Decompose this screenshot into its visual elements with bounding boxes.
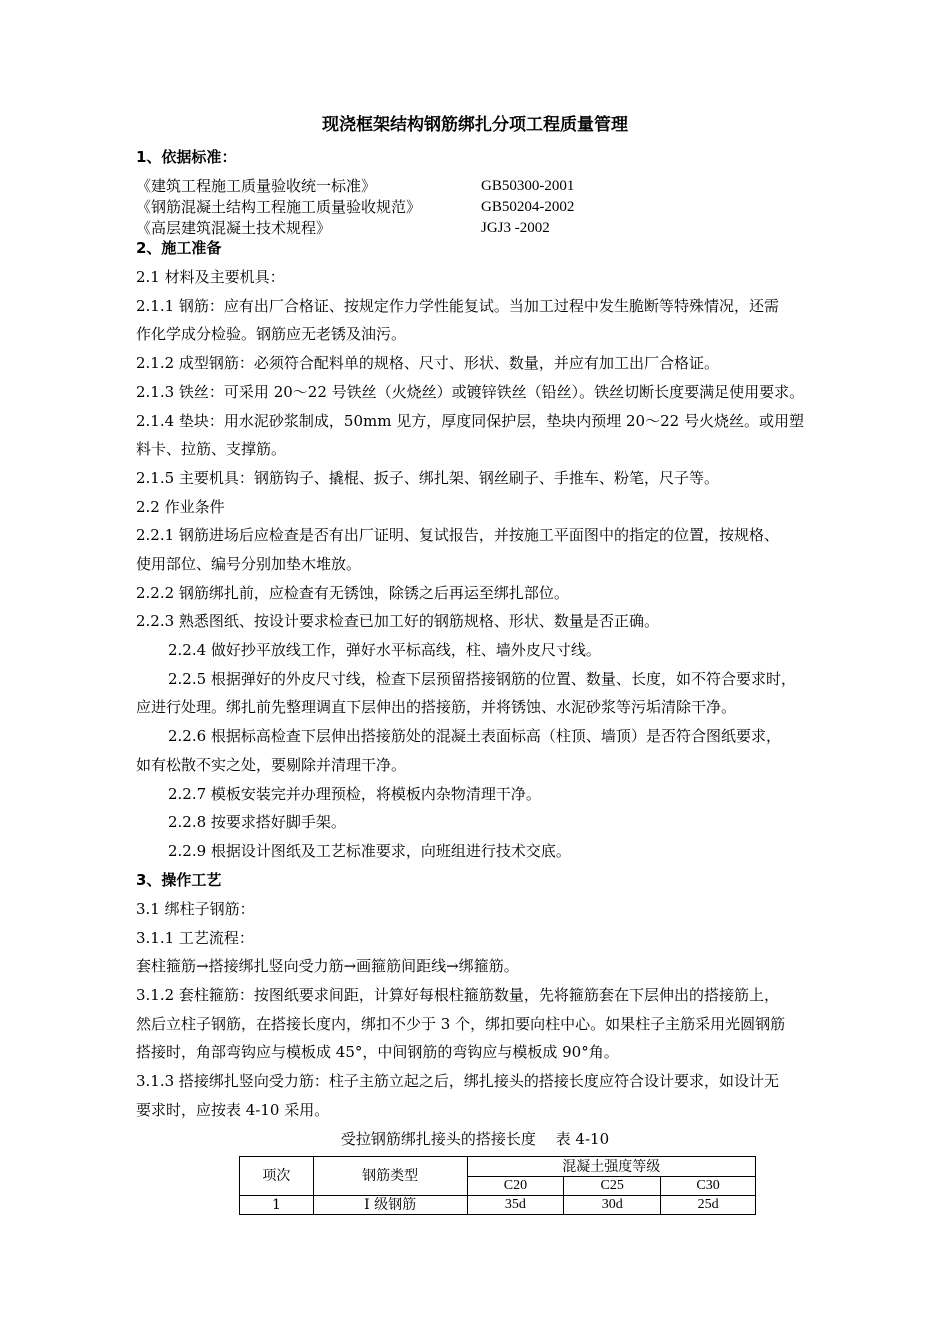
header-cell-grade: C25 <box>564 1177 661 1196</box>
paragraph-line: 2.2.4 做好抄平放线工作，弹好水平标高线，柱、墙外皮尺寸线。 <box>168 641 601 659</box>
standard-name: 《高层建筑混凝土技术规程》 <box>136 219 332 237</box>
paragraph-line: 2.2.1 钢筋进场后应检查是否有出厂证明、复试报告，并按施工平面图中的指定的位置，按规格、 <box>136 526 779 544</box>
paragraph-line: 2.1 材料及主要机具： <box>136 268 285 286</box>
section-heading-1: 1、依据标准： <box>136 148 237 166</box>
paragraph-line: 要求时，应按表 4-10 采用。 <box>136 1101 330 1119</box>
table-header-row <box>240 1157 756 1177</box>
section-heading-3: 3、操作工艺 <box>136 871 222 889</box>
doc-title: 现浇框架结构钢筋绑扎分项工程质量管理 <box>322 115 628 135</box>
section-heading-2: 2、施工准备 <box>136 239 222 257</box>
paragraph-line: 3.1 绑柱子钢筋： <box>136 900 255 918</box>
standard-name: 《建筑工程施工质量验收统一标准》 <box>136 177 377 195</box>
table-cell: 1 <box>240 1196 314 1215</box>
standard-code: GB50300-2001 <box>481 178 575 194</box>
standard-name: 《钢筋混凝土结构工程施工质量验收规范》 <box>136 198 422 216</box>
paragraph-line: 2.1.3 铁丝：可采用 20～22 号铁丝（火烧丝）或镀锌铁丝（铅丝）。铁丝切断长度要满足使用要求。 <box>136 383 805 401</box>
paragraph-line: 2.2.2 钢筋绑扎前，应检查有无锈蚀，除锈之后再运至绑扎部位。 <box>136 584 569 602</box>
paragraph-line: 2.2.6 根据标高检查下层伸出搭接筋处的混凝土表面标高（柱顶、墙顶）是否符合图纸要求， <box>168 727 781 745</box>
paragraph-line: 2.2.7 模板安装完并办理预检，将模板内杂物清理干净。 <box>168 785 541 803</box>
table-cell: Ⅰ 级钢筋 <box>313 1196 467 1215</box>
table-cell: 35d <box>467 1196 564 1215</box>
paragraph-line: 然后立柱子钢筋，在搭接长度内，绑扣不少于 3 个，绑扣要向柱中心。如果柱子主筋采用光圆钢筋 <box>136 1015 786 1033</box>
lap-length-table <box>239 1156 756 1215</box>
paragraph-line: 作化学成分检验。钢筋应无老锈及油污。 <box>136 325 407 343</box>
table-cell: 25d <box>661 1196 756 1215</box>
paragraph-line: 料卡、拉筋、支撑筋。 <box>136 440 287 458</box>
header-cell-grade: C30 <box>661 1177 756 1196</box>
paragraph-line: 2.2.3 熟悉图纸、按设计要求检查已加工好的钢筋规格、形状、数量是否正确。 <box>136 612 659 630</box>
paragraph-line: 2.1.5 主要机具：钢筋钩子、撬棍、扳子、绑扎架、钢丝刷子、手推车、粉笔，尺子等。 <box>136 469 719 487</box>
header-cell-grade: C20 <box>467 1177 564 1196</box>
standard-code: JGJ3 -2002 <box>481 220 550 236</box>
paragraph-line: 2.2.8 按要求搭好脚手架。 <box>168 813 346 831</box>
table-row <box>240 1196 756 1215</box>
paragraph-line: 套柱箍筋→搭接绑扎竖向受力筋→画箍筋间距线→绑箍筋。 <box>136 957 519 975</box>
paragraph-line: 2.1.2 成型钢筋：必须符合配料单的规格、尺寸、形状、数量，并应有加工出厂合格证。 <box>136 354 719 372</box>
header-cell-type: 钢筋类型 <box>313 1157 467 1196</box>
table-caption: 受拉钢筋绑扎接头的搭接长度 表 4-10 <box>340 1130 610 1148</box>
paragraph-line: 使用部位、编号分别加垫木堆放。 <box>136 555 362 573</box>
table-cell: 30d <box>564 1196 661 1215</box>
paragraph-line: 3.1.3 搭接绑扎竖向受力筋：柱子主筋立起之后，绑扎接头的搭接长度应符合设计要求，如设计无 <box>136 1072 779 1090</box>
paragraph-line: 2.2.9 根据设计图纸及工艺标准要求，向班组进行技术交底。 <box>168 842 571 860</box>
paragraph-line: 2.2.5 根据弹好的外皮尺寸线，检查下层预留搭接钢筋的位置、数量、长度，如不符合要求时， <box>168 670 796 688</box>
paragraph-line: 2.1.4 垫块：用水泥砂浆制成，50mm 见方，厚度同保护层，垫块内预埋 20～22 号火烧丝。或用塑 <box>136 412 804 430</box>
paragraph-line: 应进行处理。绑扎前先整理调直下层伸出的搭接筋，并将锈蚀、水泥砂浆等污垢清除干净。 <box>136 698 737 716</box>
paragraph-line: 搭接时，角部弯钩应与模板成 45°，中间钢筋的弯钩应与模板成 90°角。 <box>136 1043 619 1061</box>
header-cell-item: 项次 <box>240 1157 314 1196</box>
standard-code: GB50204-2002 <box>481 199 575 215</box>
header-cell-grade-group: 混凝土强度等级 <box>467 1157 756 1177</box>
paragraph-line: 2.1.1 钢筋：应有出厂合格证、按规定作力学性能复试。当加工过程中发生脆断等特殊情况，还需 <box>136 297 779 315</box>
paragraph-line: 3.1.2 套柱箍筋：按图纸要求间距，计算好每根柱箍筋数量，先将箍筋套在下层伸出的搭接筋上， <box>136 986 779 1004</box>
paragraph-line: 2.2 作业条件 <box>136 498 225 516</box>
paragraph-line: 3.1.1 工艺流程： <box>136 929 254 947</box>
paragraph-line: 如有松散不实之处，要剔除并清理干净。 <box>136 756 407 774</box>
